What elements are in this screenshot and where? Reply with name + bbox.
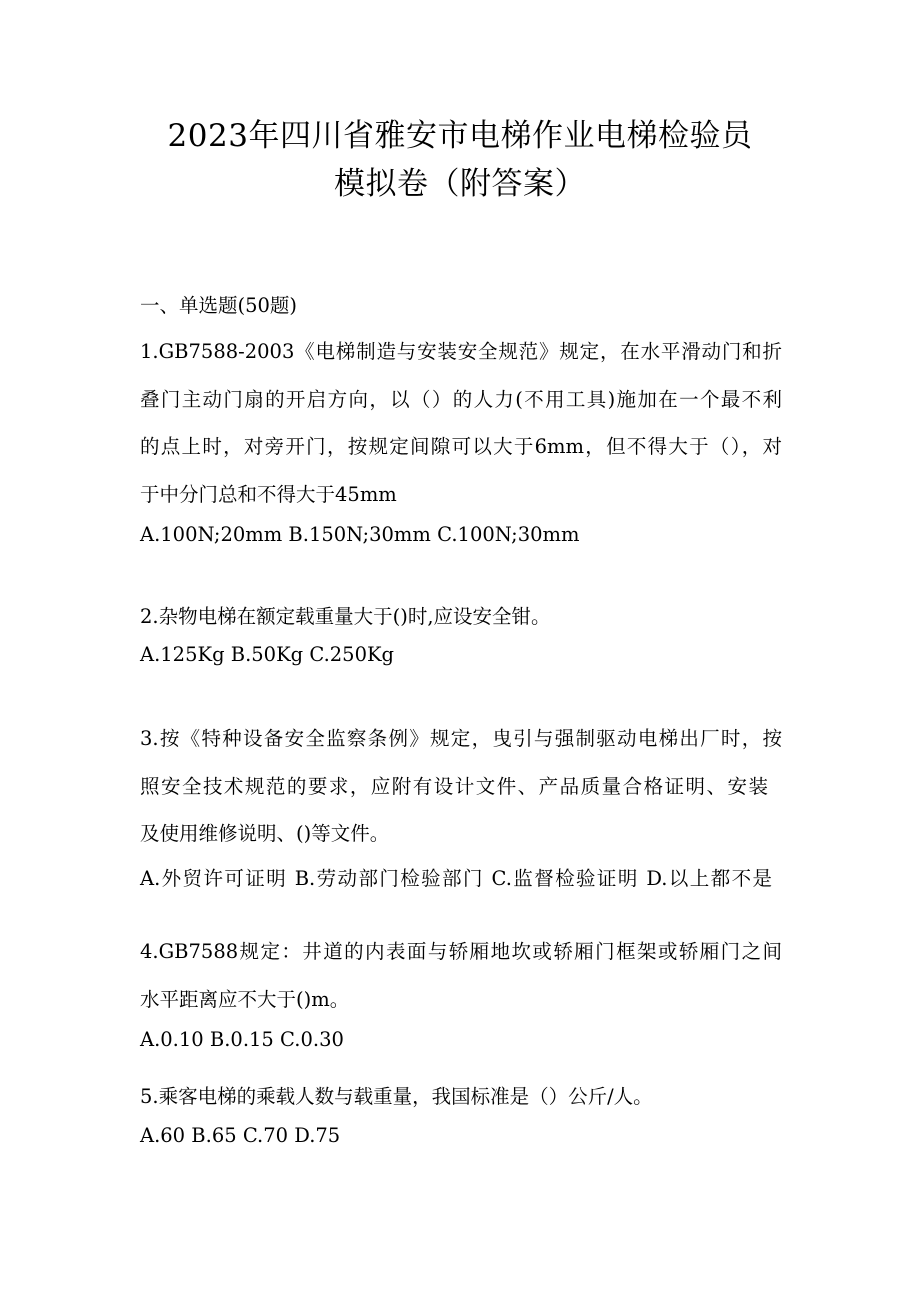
question-1-line-2: 叠门主动门扇的开启方向，以（）的人力(不用工具)施加在一个最不利 [140,388,782,411]
question-1-options: A.100N;20mm B.150N;30mm C.100N;30mm [140,523,580,546]
question-4-line-2: 水平距离应不大于()m。 [140,988,350,1011]
question-4-options: A.0.10 B.0.15 C.0.30 [140,1028,344,1051]
question-2-line-1: 2.杂物电梯在额定载重量大于()时,应设安全钳。 [140,605,551,628]
question-4-line-1: 4.GB7588规定：井道的内表面与轿厢地坎或轿厢门框架或轿厢门之间 [140,940,782,963]
question-2-options: A.125Kg B.50Kg C.250Kg [140,643,395,666]
question-5-options: A.60 B.65 C.70 D.75 [140,1124,341,1147]
question-3-line-3: 及使用维修说明、()等文件。 [140,822,390,845]
document-title-line-2: 模拟卷（附答案） [334,166,586,202]
question-1-line-1: 1.GB7588-2003《电梯制造与安装安全规范》规定，在水平滑动门和折 [140,340,782,363]
question-3-line-1: 3.按《特种设备安全监察条例》规定，曳引与强制驱动电梯出厂时，按 [140,727,782,750]
question-3-line-2: 照安全技术规范的要求，应附有设计文件、产品质量合格证明、安装 [140,775,768,798]
question-1-line-4: 于中分门总和不得大于45mm [140,483,397,506]
question-3-options: A.外贸许可证明 B.劳动部门检验部门 C.监督检验证明 D.以上都不是 [140,867,772,890]
question-1-line-3: 的点上时，对旁开门，按规定间隙可以大于6mm，但不得大于（），对 [140,435,782,458]
section-heading: 一、单选题(50题) [140,294,298,317]
document-title-line-1: 2023年四川省雅安市电梯作业电梯检验员 [167,118,753,154]
question-5-line-1: 5.乘客电梯的乘载人数与载重量，我国标准是（）公斤/人。 [140,1085,653,1108]
